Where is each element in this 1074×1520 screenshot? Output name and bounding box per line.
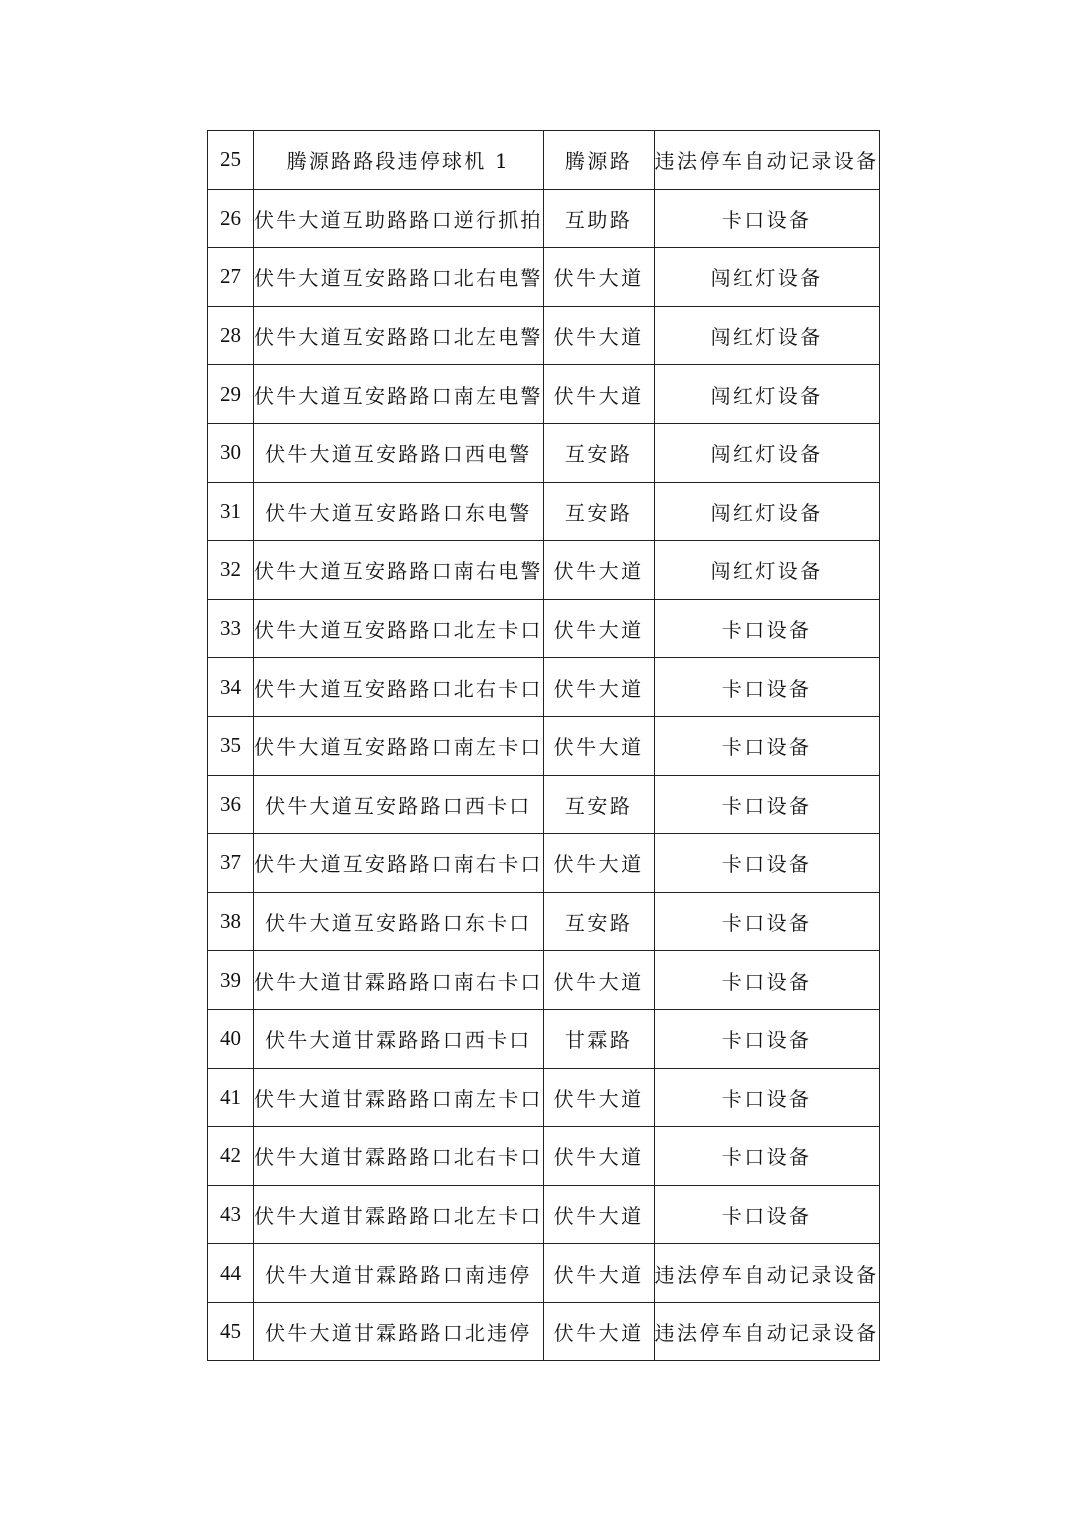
- device-name-cell: 伏牛大道甘霖路路口南右卡口: [254, 951, 544, 1010]
- row-number-cell: 25: [208, 131, 254, 190]
- device-table-body: [208, 131, 880, 1361]
- device-name-cell: 伏牛大道互安路路口北右卡口: [254, 658, 544, 717]
- device-name-cell: 伏牛大道互安路路口西电警: [254, 423, 544, 482]
- road-name-cell: 甘霖路: [543, 1009, 654, 1068]
- road-name-cell: 伏牛大道: [543, 1185, 654, 1244]
- device-type-cell: 卡口设备: [654, 1127, 879, 1186]
- row-number-cell: 30: [208, 423, 254, 482]
- device-type-cell: 卡口设备: [654, 599, 879, 658]
- road-name-cell: 伏牛大道: [543, 1068, 654, 1127]
- device-type-cell: 违法停车自动记录设备: [654, 131, 879, 190]
- device-type-cell: 卡口设备: [654, 951, 879, 1010]
- road-name-cell: 伏牛大道: [543, 248, 654, 307]
- row-number-cell: 31: [208, 482, 254, 541]
- road-name-cell: 伏牛大道: [543, 306, 654, 365]
- row-number-cell: 32: [208, 541, 254, 600]
- road-name-cell: 伏牛大道: [543, 365, 654, 424]
- device-type-cell: 卡口设备: [654, 834, 879, 893]
- table-row: [208, 658, 880, 717]
- table-row: [208, 1244, 880, 1303]
- device-name-cell: 伏牛大道互安路路口南右卡口: [254, 834, 544, 893]
- table-row: [208, 306, 880, 365]
- row-number-cell: 28: [208, 306, 254, 365]
- device-type-cell: 闯红灯设备: [654, 248, 879, 307]
- road-name-cell: 互助路: [543, 189, 654, 248]
- row-number-cell: 33: [208, 599, 254, 658]
- row-number-cell: 29: [208, 365, 254, 424]
- device-type-cell: 卡口设备: [654, 658, 879, 717]
- device-name-cell: 伏牛大道甘霖路路口南违停: [254, 1244, 544, 1303]
- device-name-cell: 伏牛大道互安路路口东卡口: [254, 892, 544, 951]
- road-name-cell: 伏牛大道: [543, 1302, 654, 1361]
- device-name-cell: 伏牛大道甘霖路路口南左卡口: [254, 1068, 544, 1127]
- table-row: [208, 541, 880, 600]
- device-type-cell: 卡口设备: [654, 189, 879, 248]
- device-type-cell: 闯红灯设备: [654, 306, 879, 365]
- row-number-cell: 41: [208, 1068, 254, 1127]
- road-name-cell: 伏牛大道: [543, 1244, 654, 1303]
- table-row: [208, 599, 880, 658]
- device-type-cell: 卡口设备: [654, 716, 879, 775]
- row-number-cell: 26: [208, 189, 254, 248]
- device-name-cell: 伏牛大道互安路路口南左卡口: [254, 716, 544, 775]
- row-number-cell: 39: [208, 951, 254, 1010]
- device-name-cell: 伏牛大道甘霖路路口北右卡口: [254, 1127, 544, 1186]
- device-table: [207, 130, 880, 1361]
- device-name-cell: 伏牛大道甘霖路路口北左卡口: [254, 1185, 544, 1244]
- row-number-cell: 43: [208, 1185, 254, 1244]
- table-row: [208, 1127, 880, 1186]
- road-name-cell: 伏牛大道: [543, 834, 654, 893]
- row-number-cell: 36: [208, 775, 254, 834]
- device-name-cell: 伏牛大道互安路路口北左电警: [254, 306, 544, 365]
- table-row: [208, 716, 880, 775]
- table-row: [208, 131, 880, 190]
- table-row: [208, 365, 880, 424]
- road-name-cell: 腾源路: [543, 131, 654, 190]
- device-name-cell: 伏牛大道甘霖路路口北违停: [254, 1302, 544, 1361]
- device-name-cell: 伏牛大道互助路路口逆行抓拍: [254, 189, 544, 248]
- table-row: [208, 423, 880, 482]
- row-number-cell: 44: [208, 1244, 254, 1303]
- row-number-cell: 45: [208, 1302, 254, 1361]
- row-number-cell: 37: [208, 834, 254, 893]
- road-name-cell: 互安路: [543, 892, 654, 951]
- table-row: [208, 482, 880, 541]
- device-type-cell: 卡口设备: [654, 775, 879, 834]
- device-name-cell: 伏牛大道甘霖路路口西卡口: [254, 1009, 544, 1068]
- table-row: [208, 775, 880, 834]
- road-name-cell: 伏牛大道: [543, 541, 654, 600]
- road-name-cell: 伏牛大道: [543, 1127, 654, 1186]
- table-row: [208, 1302, 880, 1361]
- road-name-cell: 互安路: [543, 423, 654, 482]
- road-name-cell: 伏牛大道: [543, 716, 654, 775]
- device-type-cell: 卡口设备: [654, 892, 879, 951]
- device-name-cell: 伏牛大道互安路路口西卡口: [254, 775, 544, 834]
- table-row: [208, 248, 880, 307]
- device-name-cell: 伏牛大道互安路路口北右电警: [254, 248, 544, 307]
- device-type-cell: 卡口设备: [654, 1068, 879, 1127]
- device-name-cell: 腾源路路段违停球机 1: [254, 131, 544, 190]
- table-row: [208, 892, 880, 951]
- device-type-cell: 闯红灯设备: [654, 423, 879, 482]
- row-number-cell: 34: [208, 658, 254, 717]
- table-row: [208, 1009, 880, 1068]
- device-type-cell: 卡口设备: [654, 1185, 879, 1244]
- device-type-cell: 卡口设备: [654, 1009, 879, 1068]
- row-number-cell: 27: [208, 248, 254, 307]
- road-name-cell: 伏牛大道: [543, 599, 654, 658]
- row-number-cell: 38: [208, 892, 254, 951]
- device-name-cell: 伏牛大道互安路路口南右电警: [254, 541, 544, 600]
- device-type-cell: 违法停车自动记录设备: [654, 1244, 879, 1303]
- road-name-cell: 伏牛大道: [543, 658, 654, 717]
- table-row: [208, 1185, 880, 1244]
- device-type-cell: 闯红灯设备: [654, 541, 879, 600]
- row-number-cell: 40: [208, 1009, 254, 1068]
- device-name-cell: 伏牛大道互安路路口北左卡口: [254, 599, 544, 658]
- road-name-cell: 互安路: [543, 775, 654, 834]
- device-name-cell: 伏牛大道互安路路口东电警: [254, 482, 544, 541]
- device-name-cell: 伏牛大道互安路路口南左电警: [254, 365, 544, 424]
- table-row: [208, 189, 880, 248]
- device-type-cell: 闯红灯设备: [654, 482, 879, 541]
- row-number-cell: 35: [208, 716, 254, 775]
- device-type-cell: 违法停车自动记录设备: [654, 1302, 879, 1361]
- table-row: [208, 1068, 880, 1127]
- road-name-cell: 互安路: [543, 482, 654, 541]
- table-row: [208, 951, 880, 1010]
- row-number-cell: 42: [208, 1127, 254, 1186]
- device-type-cell: 闯红灯设备: [654, 365, 879, 424]
- table-row: [208, 834, 880, 893]
- road-name-cell: 伏牛大道: [543, 951, 654, 1010]
